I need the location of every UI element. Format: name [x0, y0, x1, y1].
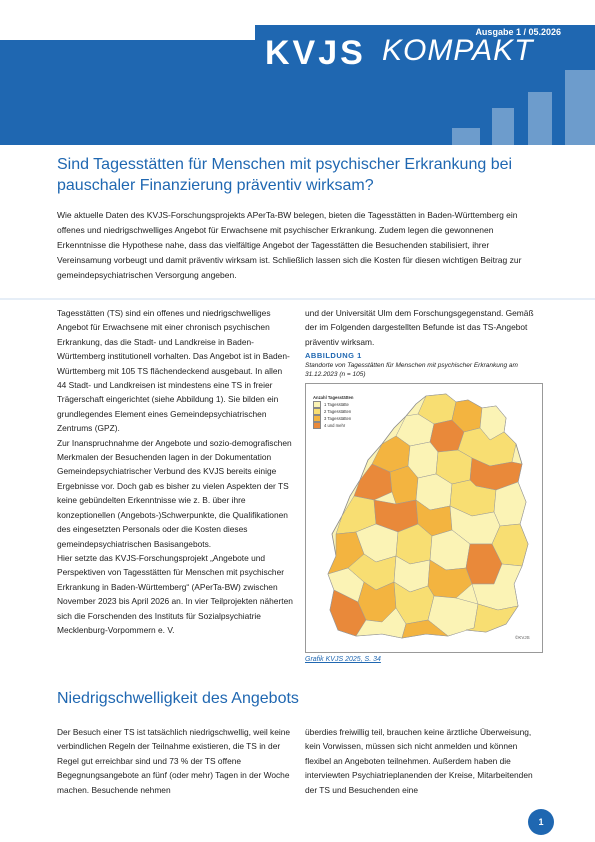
paragraph: überdies freiwillig teil, brauchen keine ärztliche Überweisung, kein Vorwissen, müssen sich nicht anmelden und können flexibel an Angeboten teilnehmen. Außerdem haben die interviewten Psychiatrieplanenden der Kreise, Mitarbeitenden der TS und Besuchenden eine: [305, 727, 533, 795]
section-title: Niedrigschwelligkeit des Angebots: [57, 690, 299, 707]
section-divider: [0, 298, 595, 300]
paragraph: Tagesstätten (TS) sind ein offenes und niedrigschwelliges Angebot für Erwachsene mit einer chronisch psychischen Erkrankung, das die Stadt- und Landkreise in Baden-Württemberg institutionell vorhalten. Das Angebot ist in Baden-Württemberg mit 105 TS flächendeckend ausgebaut. In allen 44 Stadt- und Landkreisen ist mindestens eine TS in freier Trägerschaft eingerichtet (siehe Abbildung 1). Sie bilden ein grundlegendes Element eines Gemeindepsychiatrischen Zentrums (GPZ).: [57, 308, 290, 434]
legend-swatch: [313, 422, 321, 429]
legend-swatch: [313, 401, 321, 408]
masthead-white-strip: [255, 0, 595, 25]
issue-label: Ausgabe 1 / 05.2026: [475, 27, 561, 37]
section-right-column: [305, 725, 541, 797]
legend-item: [313, 408, 365, 415]
paragraph: Zur Inanspruchnahme der Angebote und sozio-demografischen Merkmalen der Besuchenden lagen in der Dokumentation Gemeindepsychiatrischer Verbund des KVJS bereits einige Ergebnisse vor. Doch gab es bisher zu vielen Aspekten der TS keine gebündelten Erkenntnisse wie z. B. über ihre konzeptionellen (Angebots-)Schwerpunkte, die Qualifikationen des eingesetzten Personals oder die Kosten dieses gemeindepsychiatrischen Basisangebots.: [57, 437, 292, 549]
decor-bar: [452, 128, 480, 145]
intro-paragraph: Wie aktuelle Daten des KVJS-Forschungsprojekts APerTa-BW belegen, bieten die Tagesstätten in Baden-Württemberg ein offenes und niedrigschwelliges Angebot für Erwachsene mit psychischer Erkrankung. Zudem legen die gewonnenen Erkenntnisse die Hypothese nahe, dass das vielfältige Angebot der Tagesstätten die Besuchenden stabilisiert, ihrer Vereinsamung vorbeugt und damit präventiv wirksam ist. Schließlich lassen sich die Kosten für diesen wichtigen Beitrag zur gemeindepsychiatrischen Versorgung angeben.: [57, 210, 522, 280]
figure-caption: Standorte von Tagesstätten für Menschen mit psychischer Erkrankung am 31.12.2023 (n = 105): [305, 362, 518, 378]
right-column: [305, 306, 541, 349]
decor-bar: [565, 70, 595, 145]
paragraph: Hier setzte das KVJS-Forschungsprojekt „Angebote und Perspektiven von Tagesstätten für Menschen mit psychischer Erkrankung in Baden-Württemberg“ (APerTa-BW) zwischen November 2023 bis April 2026 an. In vier Teilprojekten näherten sich die Forschenden des Instituts für Sozialpsychiatrie Mecklenburg-Vorpommern e. V.: [57, 552, 293, 635]
brand-logo: KVJS: [265, 34, 366, 72]
decor-bar: [492, 108, 514, 145]
page-title: Sind Tagesstätten für Menschen mit psychischer Erkrankung bei pauschaler Finanzierung präventiv wirksam?: [57, 156, 513, 194]
product-name: KOMPAKT: [382, 34, 534, 67]
legend-label: 4 und mehr: [324, 422, 346, 428]
figure-label: ABBILDUNG 1: [305, 351, 362, 360]
masthead-white-tab: [0, 0, 255, 40]
legend-label: 2 Tagesstätten: [324, 408, 352, 414]
map-legend: [313, 395, 365, 429]
decor-bar: [528, 92, 552, 145]
legend-label: 1 Tagesstätte: [324, 401, 349, 407]
legend-label: 3 Tagesstätten: [324, 415, 352, 421]
paragraph: Der Besuch einer TS ist tatsächlich niedrigschwellig, weil keine verbindlichen Regeln der Teilnahme existieren, die TS in der Regel gut erreichbar sind und 73 % der TS offene Begegnungsangebote an fünf (oder mehr) Tagen in der Woche machen. Besuchende nehmen: [57, 727, 291, 795]
legend-swatch: [313, 408, 321, 415]
masthead: [0, 0, 595, 145]
map-credit: ©KVJS: [515, 635, 530, 640]
section-left-column: [57, 725, 293, 797]
left-column: [57, 306, 293, 637]
legend-item: [313, 422, 365, 429]
legend-swatch: [313, 415, 321, 422]
figure-source-link[interactable]: Grafik KVJS 2025, S. 34: [305, 656, 381, 663]
paragraph: und der Universität Ulm dem Forschungsgegenstand. Gemäß der im Folgenden dargestellten Befunde ist das TS-Angebot präventiv wirksam.: [305, 308, 534, 347]
legend-item: [313, 401, 365, 408]
page-number: 1: [528, 809, 554, 835]
legend-item: [313, 415, 365, 422]
legend-title: Anzahl Tagesstätten: [313, 395, 354, 400]
